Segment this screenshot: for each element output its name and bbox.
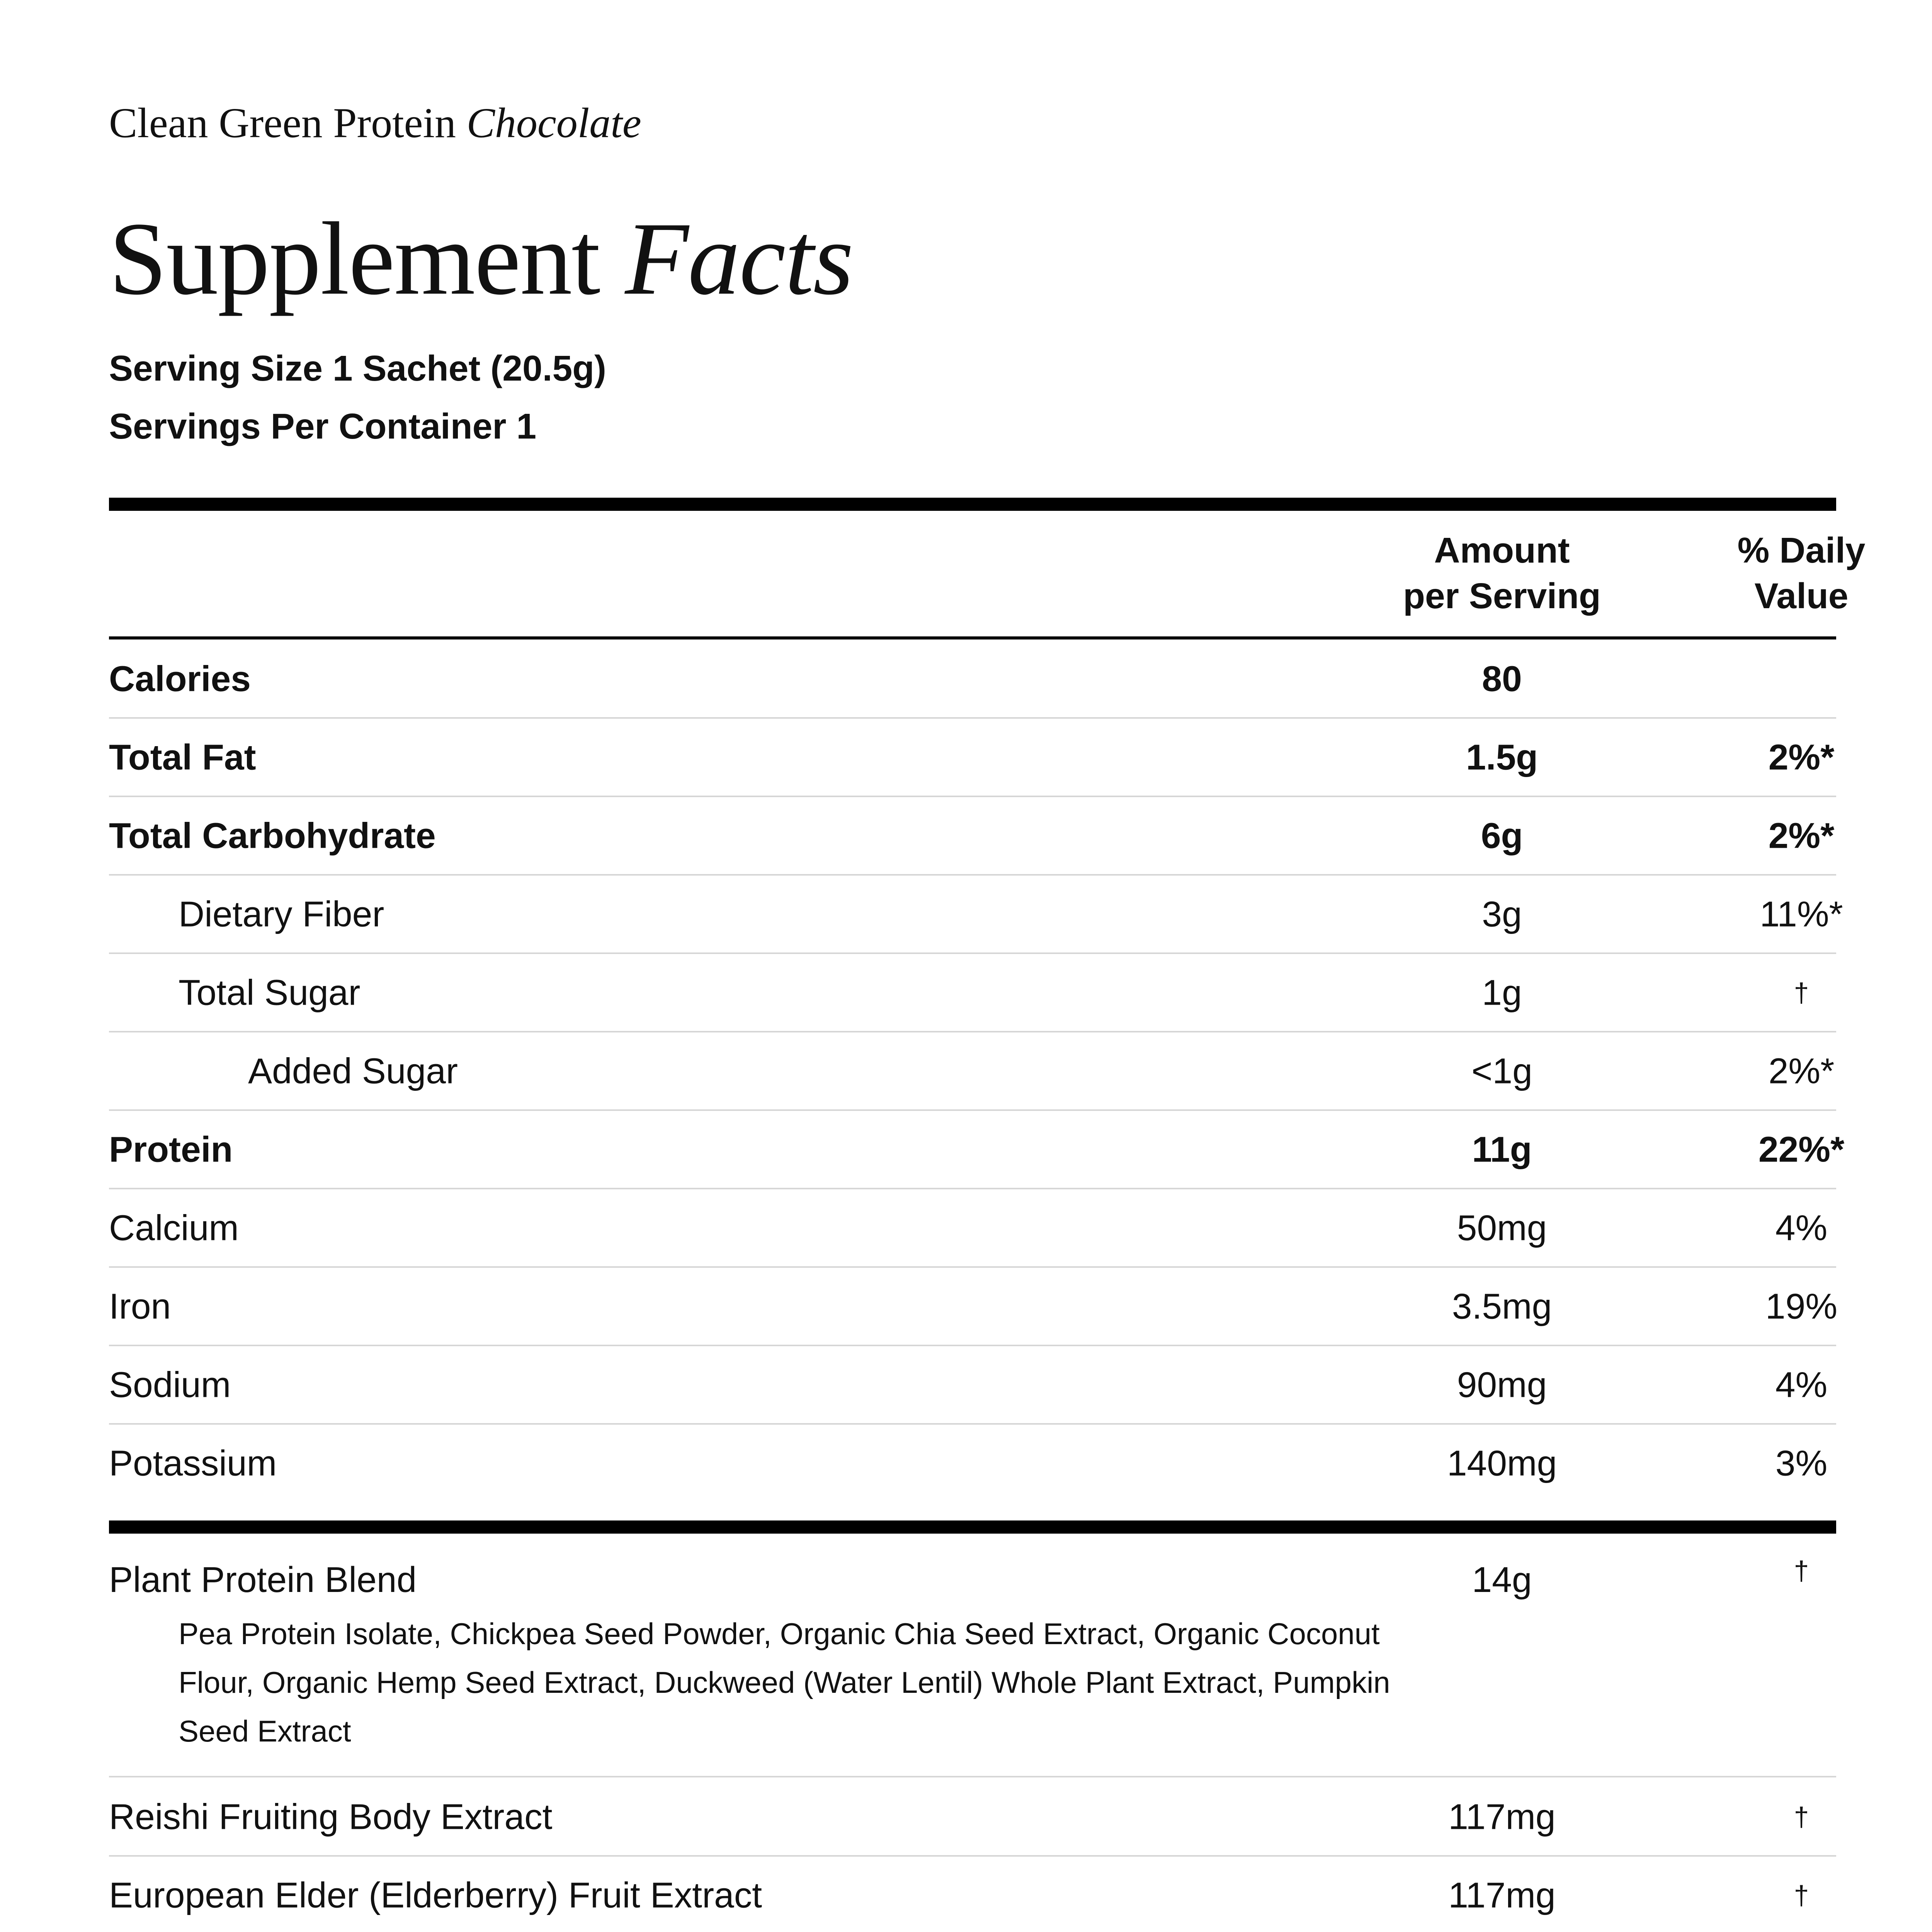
nutrient-row — [109, 1032, 1836, 1110]
nutrient-daily-value: 11%* — [1760, 894, 1843, 934]
nutrient-row — [109, 1267, 1836, 1345]
extract-name: Reishi Fruiting Body Extract — [109, 1796, 553, 1837]
servings-per-container: Servings Per Container 1 — [109, 406, 537, 446]
nutrient-amount: 3.5mg — [1452, 1286, 1552, 1326]
nutrient-amount: 11g — [1472, 1129, 1532, 1169]
title-main: Supplement — [109, 201, 600, 316]
nutrient-name: Calcium — [109, 1208, 239, 1248]
nutrient-name: Total Fat — [109, 737, 256, 777]
top-thick-rule — [109, 498, 1836, 511]
nutrient-amount: 1.5g — [1466, 737, 1538, 777]
daily-value-column-header — [1676, 527, 1927, 619]
nutrient-name: Protein — [109, 1129, 233, 1169]
nutrient-name: Potassium — [109, 1443, 277, 1483]
extract-row — [109, 1777, 1836, 1856]
plant-protein-blend — [109, 1546, 1836, 1762]
blend-amount: 14g — [1472, 1560, 1532, 1600]
nutrient-daily-value: 22%* — [1758, 1129, 1845, 1169]
product-name — [109, 99, 641, 148]
extract-amount: 117mg — [1448, 1875, 1556, 1915]
amount-header-line1: Amount — [1434, 530, 1570, 570]
nutrient-row — [109, 1424, 1836, 1502]
mid-thick-rule — [109, 1520, 1836, 1534]
product-flavor: Chocolate — [466, 99, 641, 146]
extract-row — [109, 1856, 1836, 1932]
nutrient-name: Added Sugar — [248, 1051, 458, 1091]
dv-header-line1: % Daily — [1737, 530, 1866, 570]
nutrient-daily-value: † — [1794, 977, 1809, 1008]
amount-header-line2: per Serving — [1403, 576, 1601, 616]
nutrient-daily-value: 3% — [1775, 1443, 1828, 1483]
nutrient-amount: 3g — [1482, 894, 1522, 934]
nutrient-row — [109, 875, 1843, 953]
nutrient-amount: 6g — [1481, 815, 1523, 855]
nutrient-name: Total Sugar — [179, 972, 361, 1012]
title-italic: Facts — [625, 201, 853, 316]
nutrient-row — [109, 639, 1836, 718]
nutrient-amount: <1g — [1471, 1051, 1532, 1091]
nutrient-amount: 1g — [1482, 972, 1522, 1012]
nutrient-amount: 90mg — [1457, 1364, 1547, 1405]
blend-description: Pea Protein Isolate, Chickpea Seed Powder, Organic Chia Seed Extract, Organic Coconut Flour, Organic Hemp Seed Extract, Duckweed (Water Lentil) Whole Plant Extract, Pumpkin Seed Extract — [179, 1617, 1390, 1748]
extract-daily-value: † — [1794, 1801, 1809, 1832]
header-rule — [109, 636, 1836, 639]
page-title — [109, 201, 853, 316]
nutrient-amount: 80 — [1482, 658, 1522, 699]
nutrient-daily-value: 4% — [1775, 1208, 1828, 1248]
nutrient-name: Total Carbohydrate — [109, 815, 436, 855]
nutrient-daily-value: 4% — [1775, 1364, 1828, 1405]
nutrient-name: Dietary Fiber — [179, 894, 384, 934]
nutrient-name: Sodium — [109, 1364, 231, 1405]
nutrient-name: Calories — [109, 658, 251, 699]
nutrient-amount: 50mg — [1457, 1208, 1547, 1248]
nutrient-row — [109, 953, 1836, 1032]
nutrient-daily-value: 19% — [1765, 1286, 1838, 1326]
blend-name: Plant Protein Blend — [109, 1560, 417, 1600]
nutrient-row — [109, 1345, 1836, 1424]
extract-daily-value: † — [1794, 1880, 1809, 1910]
dv-header-line2: Value — [1754, 576, 1849, 616]
nutrient-daily-value: 2%* — [1768, 737, 1835, 777]
nutrient-amount: 140mg — [1447, 1443, 1557, 1483]
nutrient-row — [109, 718, 1836, 796]
nutrient-row — [109, 796, 1836, 875]
nutrient-name: Iron — [109, 1286, 171, 1326]
extract-name: European Elder (Elderberry) Fruit Extract — [109, 1875, 762, 1915]
nutrient-row — [109, 1189, 1836, 1267]
extract-amount: 117mg — [1448, 1796, 1556, 1837]
supplement-facts-label — [109, 0, 1866, 1932]
serving-size: Serving Size 1 Sachet (20.5g) — [109, 348, 607, 388]
nutrient-daily-value: 2%* — [1768, 815, 1835, 855]
blend-daily-value: † — [1794, 1556, 1809, 1586]
amount-column-header — [1376, 527, 1628, 619]
nutrient-daily-value: 2%* — [1768, 1051, 1835, 1091]
product-name-text: Clean Green Protein — [109, 99, 456, 146]
nutrient-row — [109, 1110, 1845, 1189]
